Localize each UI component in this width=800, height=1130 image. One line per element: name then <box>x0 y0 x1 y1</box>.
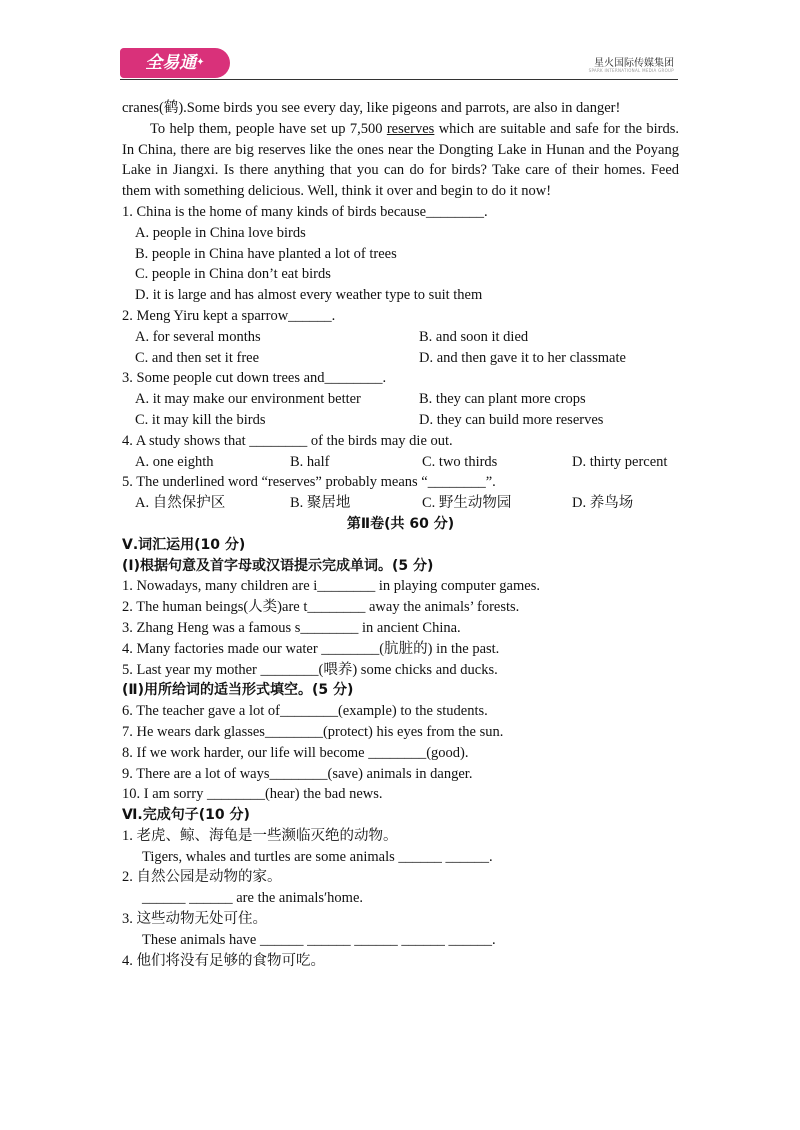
question-stem: 4. A study shows that ________ of the birds may die out. <box>122 432 453 449</box>
option: C. 野生动物园 <box>422 495 512 512</box>
option: D. and then gave it to her classmate <box>419 349 626 366</box>
list-item: 7. He wears dark glasses________(protect) his eyes from the sun. <box>122 723 504 740</box>
question-3 <box>122 368 679 430</box>
list-item-en: Tigers, whales and turtles are some animals ______ ______. <box>142 848 493 865</box>
section-6-title: Ⅵ.完成句子(10 分) <box>122 807 250 824</box>
option: A. it may make our environment better <box>135 391 361 408</box>
option: A. people in China love birds <box>135 224 306 241</box>
list-item: 6. The teacher gave a lot of________(example) to the students. <box>122 703 488 720</box>
option: C. it may kill the birds <box>135 411 266 428</box>
question-stem: 1. China is the home of many kinds of birds because________. <box>122 203 488 220</box>
list-item: 8. If we work harder, our life will become ________(good). <box>122 744 469 761</box>
question-5 <box>122 472 679 514</box>
list-item: 9. There are a lot of ways________(save) animals in danger. <box>122 765 473 782</box>
passage-paragraph-1: cranes(鹤).Some birds you see every day, like pigeons and parrots, are also in danger! <box>122 100 621 116</box>
publisher-name: 星火国际传媒集团 <box>594 58 674 69</box>
question-2 <box>122 306 679 368</box>
option: A. 自然保护区 <box>135 495 226 512</box>
list-item: 4. Many factories made our water ________(肮脏的) in the past. <box>122 640 500 657</box>
question-stem: 2. Meng Yiru kept a sparrow______. <box>122 307 336 324</box>
option: D. it is large and has almost every weather type to suit them <box>135 287 483 304</box>
option: B. 聚居地 <box>290 495 351 512</box>
option: D. thirty percent <box>572 453 668 470</box>
header-divider <box>120 79 678 80</box>
option: A. one eighth <box>135 453 214 470</box>
option: A. for several months <box>135 328 261 345</box>
passage-paragraph-2: To help them, people have set up 7,500 reserves which are suitable and safe for the birds. In China, there are big reserves like the ones near the Dongting Lake in Hunan and the Poyang Lake in Jiangxi. Is there anything that you can do for birds? Take care of their homes. Feed them with something delicious. Well, think it over and begin to do it now! <box>122 120 679 200</box>
list-item: 5. Last year my mother ________(喂养) some chicks and ducks. <box>122 661 498 678</box>
list-item-en: ______ ______ are the animals′home. <box>142 890 364 907</box>
list-item-cn: 3. 这些动物无处可住。 <box>122 911 267 928</box>
list-item: 1. Nowadays, many children are i________ in playing computer games. <box>122 578 540 595</box>
option: C. people in China don’t eat birds <box>135 266 331 283</box>
option: D. they can build more reserves <box>419 411 604 428</box>
option: C. two thirds <box>422 453 498 470</box>
section-5-title: Ⅴ.词汇运用(10 分) <box>122 536 246 553</box>
option: B. they can plant more crops <box>419 391 586 408</box>
question-stem: 5. The underlined word “reserves” probably means “________”. <box>122 474 496 491</box>
option: C. and then set it free <box>135 349 260 366</box>
publisher-name-en: SPARK INTERNATIONAL MEDIA GROUP <box>588 68 674 73</box>
section-5-subtitle-1: (Ⅰ)根据句意及首字母或汉语提示完成单词。(5 分) <box>122 557 434 574</box>
list-item-cn: 4. 他们将没有足够的食物可吃。 <box>122 952 325 969</box>
list-item-cn: 1. 老虎、鲸、海龟是一些濒临灭绝的动物。 <box>122 827 398 844</box>
option: B. half <box>290 453 330 470</box>
question-stem: 3. Some people cut down trees and________. <box>122 370 387 387</box>
page-header <box>120 46 678 80</box>
part-2-title: 第Ⅱ卷(共 60 分) <box>346 515 455 532</box>
underlined-word: reserves <box>386 120 435 137</box>
brand-logo: 全易通✦ <box>120 48 230 78</box>
question-1 <box>122 202 679 306</box>
list-item-en: These animals have ______ ______ ______ ______ ______. <box>142 931 496 948</box>
list-item: 10. I am sorry ________(hear) the bad news. <box>122 786 383 803</box>
option: B. and soon it died <box>419 328 529 345</box>
section-5-subtitle-2: (Ⅱ)用所给词的适当形式填空。(5 分) <box>122 682 354 699</box>
question-4 <box>122 431 679 473</box>
list-item-cn: 2. 自然公园是动物的家。 <box>122 869 282 886</box>
option: D. 养鸟场 <box>572 495 634 512</box>
list-item: 2. The human beings(人类)are t________ away the animals’ forests. <box>122 599 520 616</box>
list-item: 3. Zhang Heng was a famous s________ in ancient China. <box>122 619 461 636</box>
option: B. people in China have planted a lot of trees <box>135 245 397 262</box>
document-body <box>122 98 679 971</box>
